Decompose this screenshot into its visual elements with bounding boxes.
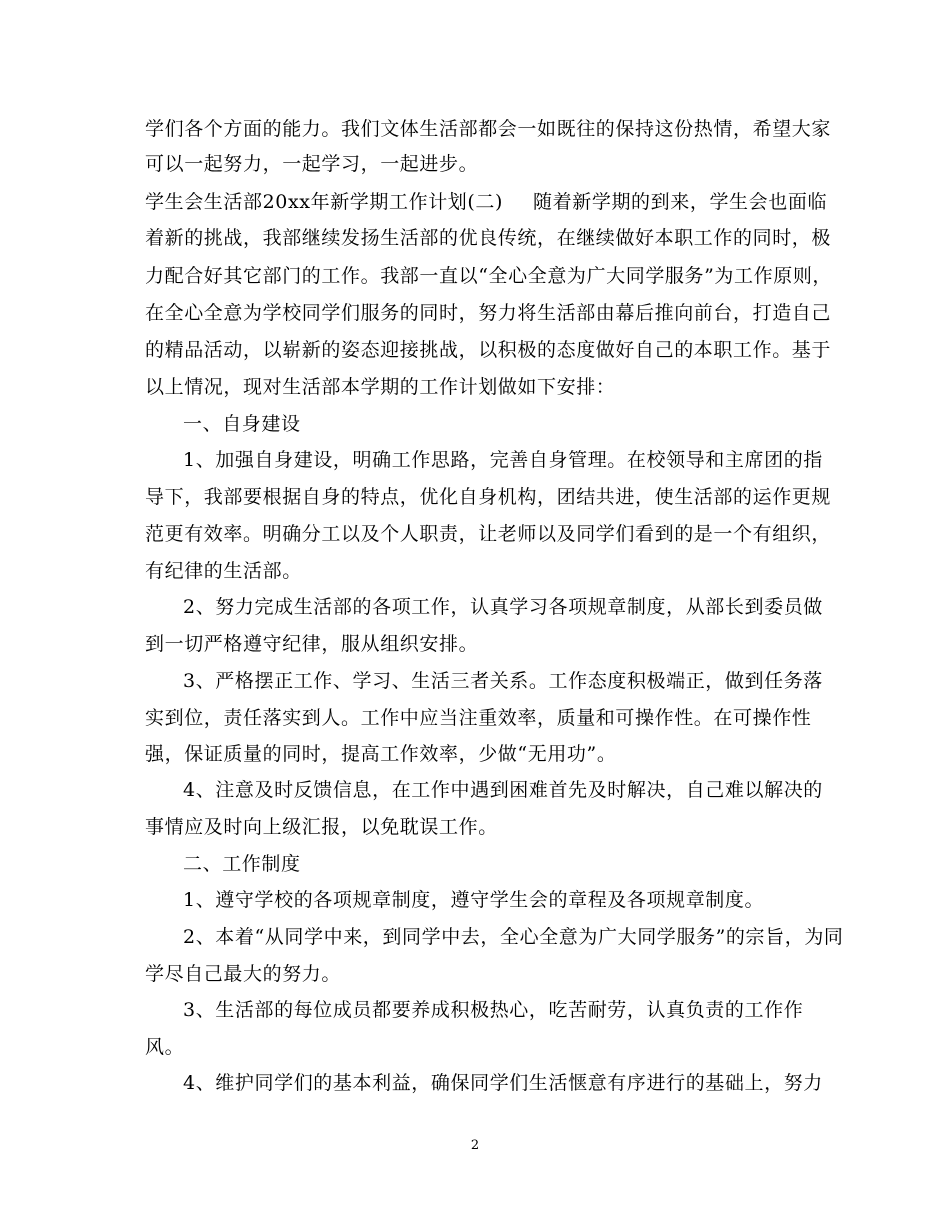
text-line: 事情应及时向上级汇报，以免耽误工作。 bbox=[145, 816, 498, 838]
page-number: 2 bbox=[470, 1138, 480, 1153]
text-line: 导下，我部要根据自身的特点，优化自身机构，团结共进，使生活部的运作更规 bbox=[145, 486, 832, 508]
text-line: 学们各个方面的能力。我们文体生活部都会一如既往的保持这份热情，希望大家 bbox=[145, 118, 832, 140]
text-line: 3、生活部的每位成员都要养成积极热心，吃苦耐劳，认真负责的工作作 bbox=[183, 999, 804, 1021]
text-line: 到一切严格遵守纪律，服从组织安排。 bbox=[145, 633, 479, 655]
text-line: 风。 bbox=[145, 1036, 185, 1058]
text-line: 学尽自己最大的努力。 bbox=[145, 963, 342, 985]
text-line: 的精品活动，以崭新的姿态迎接挑战，以积极的态度做好自己的本职工作。基于 bbox=[145, 339, 832, 361]
text-line: 3、严格摆正工作、学习、生活三者关系。工作态度积极端正，做到任务落 bbox=[183, 670, 823, 692]
section-heading-line bbox=[145, 190, 827, 214]
text-line: 随着新学期的到来，学生会也面临 bbox=[533, 191, 828, 213]
text-line: 着新的挑战，我部继续发扬生活部的优良传统，在继续做好本职工作的同时，极 bbox=[145, 227, 832, 249]
text-line: 强，保证质量的同时，提高工作效率，少做“无用功”。 bbox=[145, 743, 617, 765]
section-heading: 二、工作制度 bbox=[183, 853, 301, 875]
text-line: 2、本着“从同学中来，到同学中去，全心全意为广大同学服务”的宗旨，为同 bbox=[183, 926, 844, 948]
text-line: 范更有效率。明确分工以及个人职责，让老师以及同学们看到的是一个有组织， bbox=[145, 523, 832, 545]
text-line: 4、维护同学们的基本利益，确保同学们生活惬意有序进行的基础上，努力 bbox=[183, 1072, 823, 1094]
text-line: 有纪律的生活部。 bbox=[145, 560, 302, 582]
text-line: 4、注意及时反馈信息，在工作中遇到困难首先及时解决，自己难以解决的 bbox=[183, 779, 823, 801]
section-heading: 一、自身建设 bbox=[183, 413, 301, 435]
text-line: 1、加强自身建设，明确工作思路，完善自身管理。在校领导和主席团的指 bbox=[183, 449, 823, 471]
text-line: 2、努力完成生活部的各项工作，认真学习各项规章制度，从部长到委员做 bbox=[183, 596, 823, 618]
plan-title: 学生会生活部20xx年新学期工作计划(二) bbox=[145, 191, 504, 213]
text-line: 以上情况，现对生活部本学期的工作计划做如下安排： bbox=[145, 376, 616, 398]
text-line: 力配合好其它部门的工作。我部一直以“全心全意为广大同学服务”为工作原则， bbox=[145, 265, 833, 287]
text-line: 可以一起努力，一起学习，一起进步。 bbox=[145, 153, 479, 175]
text-line: 在全心全意为学校同学们服务的同时，努力将生活部由幕后推向前台，打造自己 bbox=[145, 302, 832, 324]
text-line: 1、遵守学校的各项规章制度，遵守学生会的章程及各项规章制度。 bbox=[183, 889, 765, 911]
text-line: 实到位，责任落实到人。工作中应当注重效率，质量和可操作性。在可操作性 bbox=[145, 707, 812, 729]
